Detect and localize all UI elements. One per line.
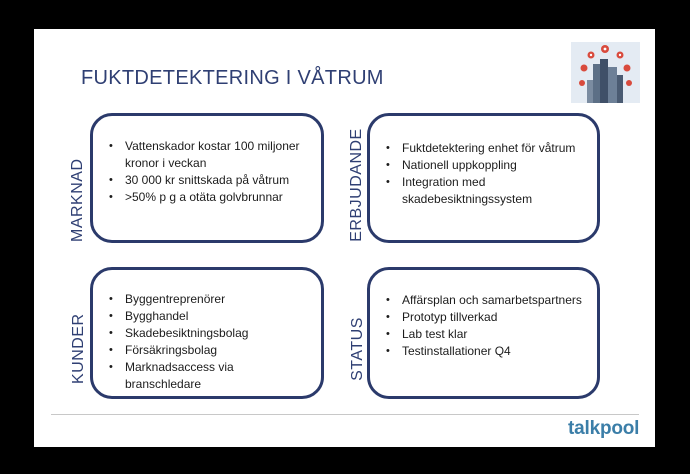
list-item: • Integration med skadebesiktningssystem	[382, 174, 587, 208]
list-item: • 30 000 kr snittskada på våtrum	[105, 172, 311, 189]
section-label-marknad: MARKNAD	[69, 158, 86, 242]
section-label-erbjudande: ERBJUDANDE	[348, 128, 365, 242]
list-item: • Fuktdetektering enhet för våtrum	[382, 140, 587, 157]
footer-divider	[51, 414, 639, 415]
slide	[34, 29, 655, 447]
list-item: • Marknadsaccess via branschledare	[105, 359, 313, 393]
section-label-status: STATUS	[349, 317, 366, 381]
section-box-erbjudande	[367, 113, 600, 243]
list-item: • Försäkringsbolag	[105, 342, 313, 359]
list-item: • >50% p g a otäta golvbrunnar	[105, 189, 311, 206]
iot-building-illustration	[571, 42, 640, 103]
talkpool-logo: talkpool	[568, 418, 640, 439]
list-item: • Nationell uppkoppling	[382, 157, 587, 174]
section-box-marknad	[90, 113, 324, 243]
list-item: • Testinstallationer Q4	[382, 343, 591, 360]
list-item: • Bygghandel	[105, 308, 313, 325]
list-item: • Vattenskador kostar 100 miljoner kronor i veckan	[105, 138, 311, 172]
iot-building-icon	[571, 42, 640, 103]
section-box-kunder	[90, 267, 324, 399]
list-item: • Byggentreprenörer	[105, 291, 313, 308]
list-item: • Skadebesiktningsbolag	[105, 325, 313, 342]
list-item: • Affärsplan och samarbetspartners	[382, 292, 591, 309]
list-item: • Prototyp tillverkad	[382, 309, 591, 326]
section-label-kunder: KUNDER	[70, 313, 87, 384]
section-box-status	[367, 267, 600, 399]
slide-title: FUKTDETEKTERING I VÅTRUM	[81, 67, 384, 89]
list-item: • Lab test klar	[382, 326, 591, 343]
